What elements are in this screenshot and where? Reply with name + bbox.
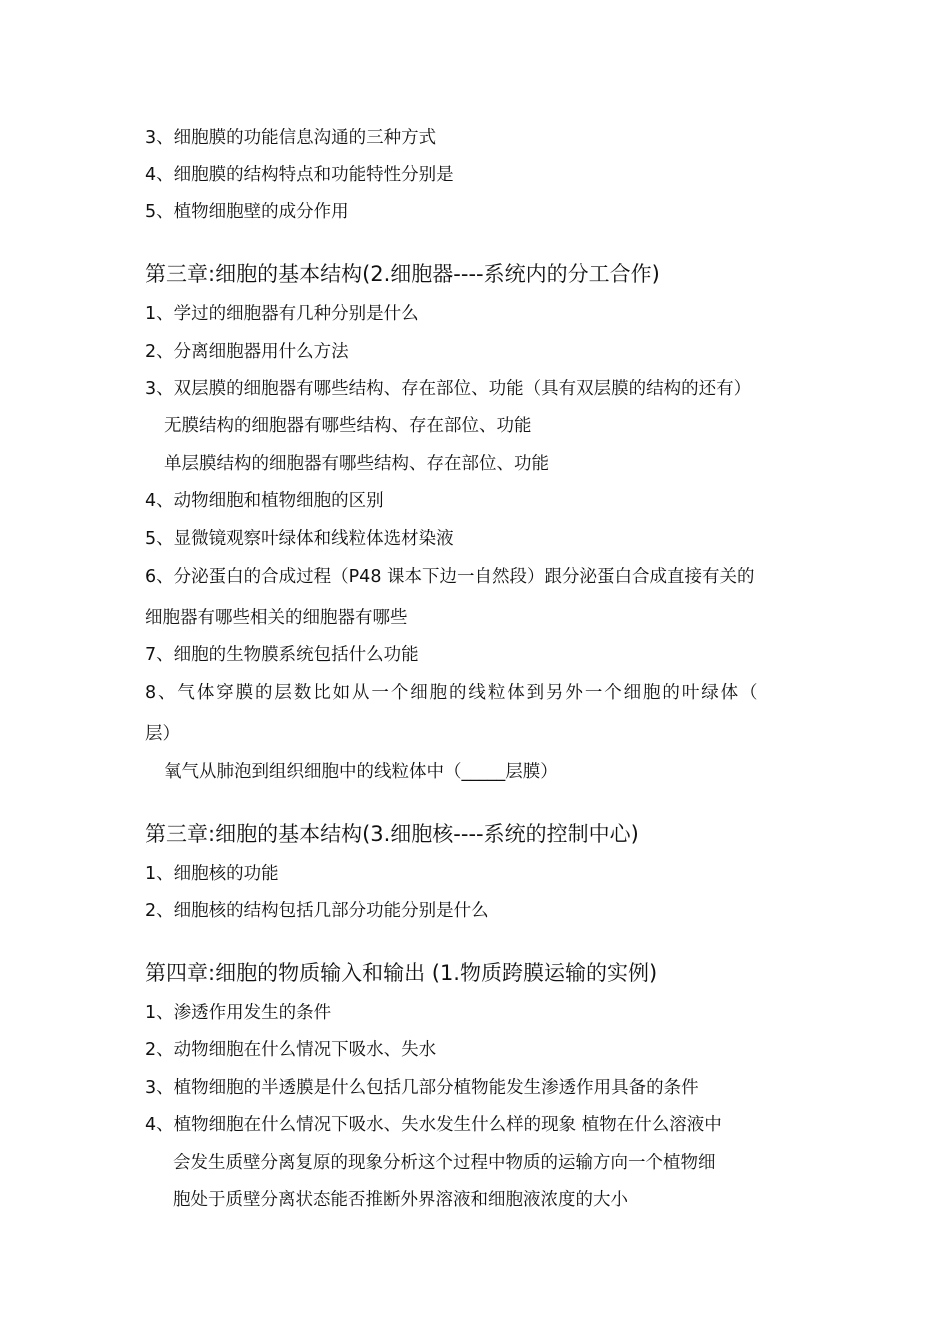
list-item: 4、细胞膜的结构特点和功能特性分别是 <box>145 165 454 185</box>
list-item: 细胞器有哪些相关的细胞器有哪些 <box>145 608 408 628</box>
list-item: 单层膜结构的细胞器有哪些结构、存在部位、功能 <box>164 454 549 474</box>
list-item: 5、植物细胞壁的成分作用 <box>145 202 349 222</box>
list-item: 5、显微镜观察叶绿体和线粒体选材染液 <box>145 529 454 549</box>
list-item: 会发生质壁分离复原的现象分析这个过程中物质的运输方向一个植物细 <box>173 1153 716 1173</box>
section-heading-transport: 第四章:细胞的物质输入和输出 (1.物质跨膜运输的实例) <box>145 961 658 985</box>
section-heading-nucleus: 第三章:细胞的基本结构(3.细胞核----系统的控制中心) <box>145 822 639 846</box>
list-item: 1、细胞核的功能 <box>145 864 279 884</box>
list-item: 4、植物细胞在什么情况下吸水、失水发生什么样的现象 植物在什么溶液中 <box>145 1115 722 1135</box>
list-item: 2、分离细胞器用什么方法 <box>145 342 349 362</box>
list-item: 3、植物细胞的半透膜是什么包括几部分植物能发生渗透作用具备的条件 <box>145 1078 699 1098</box>
list-item: 1、学过的细胞器有几种分别是什么 <box>145 304 419 324</box>
list-item: 无膜结构的细胞器有哪些结构、存在部位、功能 <box>164 416 532 436</box>
list-item: 3、细胞膜的功能信息沟通的三种方式 <box>145 128 437 148</box>
list-item: 1、渗透作用发生的条件 <box>145 1003 332 1023</box>
list-item: 4、动物细胞和植物细胞的区别 <box>145 491 384 511</box>
list-item: 2、细胞核的结构包括几部分功能分别是什么 <box>145 901 489 921</box>
list-item: 氧气从肺泡到组织细胞中的线粒体中（_____层膜） <box>164 762 558 782</box>
list-item: 6、分泌蛋白的合成过程（P48 课本下边一自然段）跟分泌蛋白合成直接有关的 <box>145 567 755 587</box>
list-item: 3、双层膜的细胞器有哪些结构、存在部位、功能（具有双层膜的结构的还有） <box>145 379 752 399</box>
list-item: 层） <box>145 724 180 744</box>
list-item: 2、动物细胞在什么情况下吸水、失水 <box>145 1040 437 1060</box>
list-item: 8、气体穿膜的层数比如从一个细胞的线粒体到另外一个细胞的叶绿体（ <box>145 683 760 703</box>
section-heading-organelles: 第三章:细胞的基本结构(2.细胞器----系统内的分工合作) <box>145 262 660 286</box>
list-item: 7、细胞的生物膜系统包括什么功能 <box>145 645 419 665</box>
list-item: 胞处于质壁分离状态能否推断外界溶液和细胞液浓度的大小 <box>173 1190 628 1210</box>
